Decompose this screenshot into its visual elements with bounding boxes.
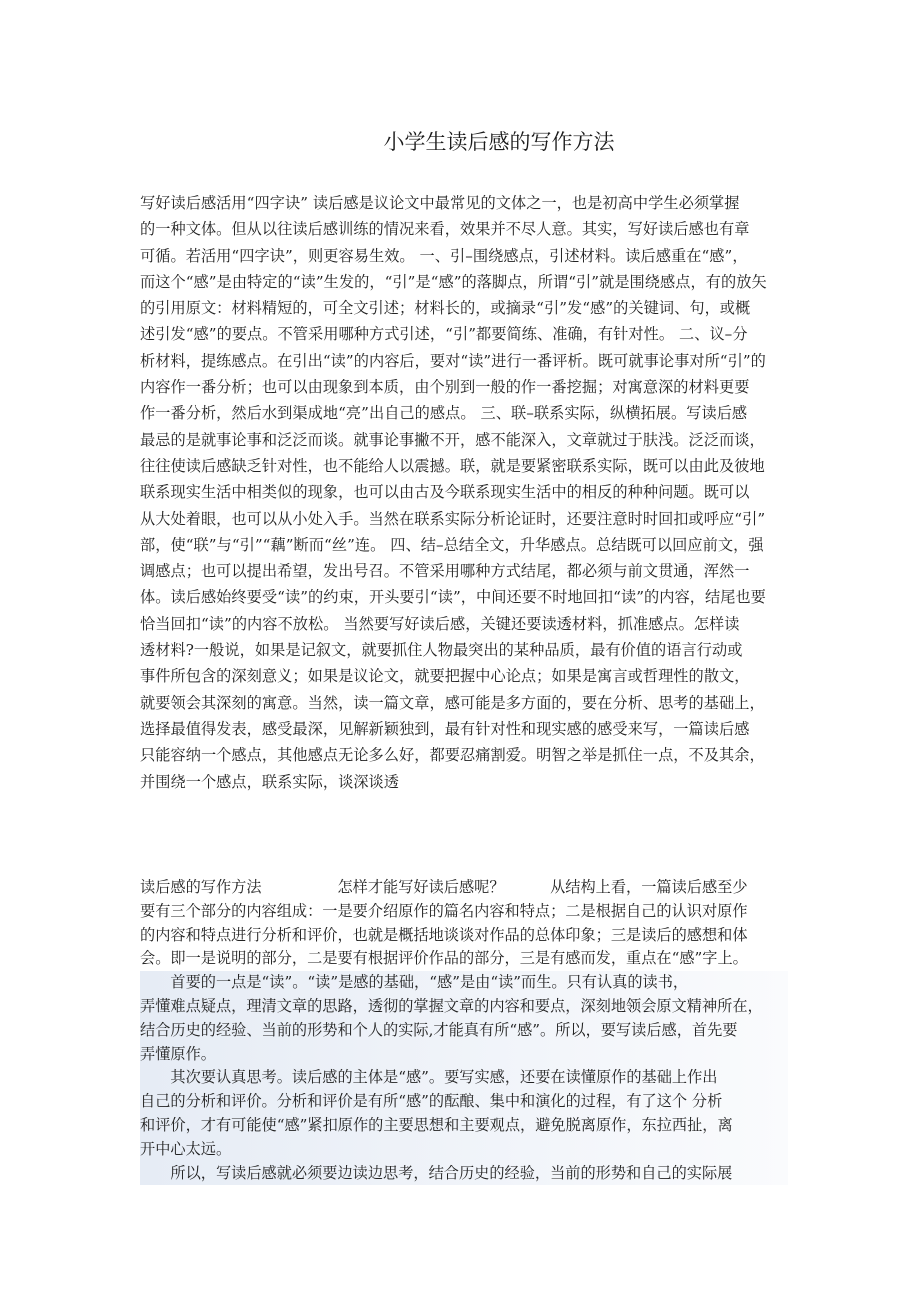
text-line-shaded: 自己的分析和评价。分析和评价是有所“感”的酝酿、集中和演化的过程，有了这个 分析 [140, 1090, 788, 1114]
text-line: 部，使“联”与“引”“藕”断而“丝”连。 四、结–总结全文，升华感点。总结既可以回应前文，强 [140, 535, 764, 554]
text-line: 的引用原文：材料精短的，可全文引述；材料长的，或摘录“引”发“感”的关键词、句，或概 [140, 299, 751, 318]
text-line: 要有三个部分的内容组成：一是要介绍原作的篇名内容和特点；二是根据自己的认识对原作 [140, 901, 748, 920]
text-line-shaded: 开中心太远。 [140, 1138, 788, 1162]
text-line: 体。读后感始终要受“读”的约束，开头要引“读”，中间还要不时地回扣“读”的内容，结尾也要 [140, 588, 766, 607]
text-line: 调感点；也可以提出希望，发出号召。不管采用哪种方式结尾，都必须与前文贯通，浑然一 [140, 562, 750, 581]
text-line: 从大处着眼，也可以从小处入手。当然在联系实际分析论证时，还要注意时时回扣或呼应“引” [140, 509, 766, 528]
text-line: 透材料?一般说，如果是记叙文，就要抓住人物最突出的某种品质，最有价值的语言行动或 [140, 641, 743, 660]
text-line: 可循。若活用“四字诀”，则更容易生效。 一、引–围绕感点，引述材料。读后感重在“感”， [140, 246, 748, 265]
text-line-shaded: 弄懂原作。 [140, 1043, 788, 1067]
text-line: 就要领会其深刻的寓意。当然，读一篇文章，感可能是多方面的，要在分析、思考的基础上， [140, 693, 765, 712]
text-line-shaded: 首要的一点是“读”。“读”是感的基础，“感”是由“读”而生。只有认真的读书， [140, 971, 788, 995]
text-line: 的内容和特点进行分析和评价，也就是概括地谈谈对作品的总体印象；三是读后的感想和体 [140, 925, 748, 944]
text-line: 往往使读后感缺乏针对性，也不能给人以震撼。联，就是要紧密联系实际，既可以由此及彼地 [140, 456, 765, 475]
text-line: 而这个“感”是由特定的“读”生发的，“引”是“感”的落脚点，所谓“引”就是围绕感点，有的放矢 [140, 272, 767, 291]
text-line: 会。即一是说明的部分，二是要有根据评价作品的部分，三是有感而发，重点在“感”字上。 [140, 949, 748, 968]
text-line-shaded: 结合历史的经验、当前的形势和个人的实际,才能真有所“感”。所以，要写读后感，首先要 [140, 1019, 788, 1043]
text-line: 联系现实生活中相类似的现象，也可以由古及今联系现实生活中的相反的种种问题。既可以 [140, 483, 750, 502]
text-line-shaded: 弄懂难点疑点，理清文章的思路，透彻的掌握文章的内容和要点，深刻地领会原文精神所在， [140, 995, 788, 1019]
text-line: 事件所包含的深刻意义；如果是议论文，就要把握中心论点；如果是寓言或哲理性的散文， [140, 667, 750, 686]
text-line: 的一种文体。但从以往读后感训练的情况来看，效果并不尽人意。其实，写好读后感也有章 [140, 220, 750, 239]
text-line: 作一番分析，然后水到渠成地“亮”出自己的感点。 三、联–联系实际，纵横拓展。写读后感 [140, 404, 748, 423]
text-line: 并围绕一个感点，联系实际，谈深谈透 [140, 772, 400, 791]
text-line: 析材料，提练感点。在引出“读”的内容后，要对“读”进行一番评析。既可就事论事对所“引”的 [140, 351, 766, 370]
article-body-section-2 [140, 876, 788, 1185]
text-line: 只能容纳一个感点，其他感点无论多么好，都要忍痛割爱。明智之举是抓住一点，不及其余， [140, 746, 765, 765]
text-line: 内容作一番分析；也可以由现象到本质，由个别到一般的作一番挖掘；对寓意深的材料更要 [140, 378, 750, 397]
text-line: 选择最值得发表，感受最深，见解新颖独到，最有针对性和现实感的感受来写，一篇读后感 [140, 719, 750, 738]
text-line: 述引发“感”的要点。不管采用哪种方式引述，“引”都要简练、准确，有针对性。 二、议–分 [140, 325, 748, 344]
text-line: 最忌的是就事论事和泛泛而谈。就事论事撇不开，感不能深入，文章就过于肤浅。泛泛而谈， [140, 430, 765, 449]
text-line-shaded: 其次要认真思考。读后感的主体是“感”。要写实感，还要在读懂原作的基础上作出 [140, 1066, 788, 1090]
document-title: 小学生读后感的写作方法 [383, 130, 615, 154]
text-line: 写好读后感活用“四字诀” 读后感是议论文中最常见的文体之一，也是初高中学生必须掌握 [140, 194, 740, 212]
text-line: 恰当回扣“读”的内容不放松。 当然要写好读后感，关键还要读透材料，抓准感点。怎样读 [140, 614, 740, 633]
text-line-shaded: 所以，写读后感就必须要边读边思考，结合历史的经验，当前的形势和自己的实际展 [140, 1162, 788, 1186]
article-body-section-1 [140, 190, 788, 795]
text-line-shaded: 和评价，才有可能使“感”紧扣原作的主要思想和主要观点，避免脱离原作，东拉西扯，离 [140, 1114, 788, 1138]
text-line: 读后感的写作方法 怎样才能写好读后感呢？ 从结构上看，一篇读后感至少 [140, 878, 748, 896]
